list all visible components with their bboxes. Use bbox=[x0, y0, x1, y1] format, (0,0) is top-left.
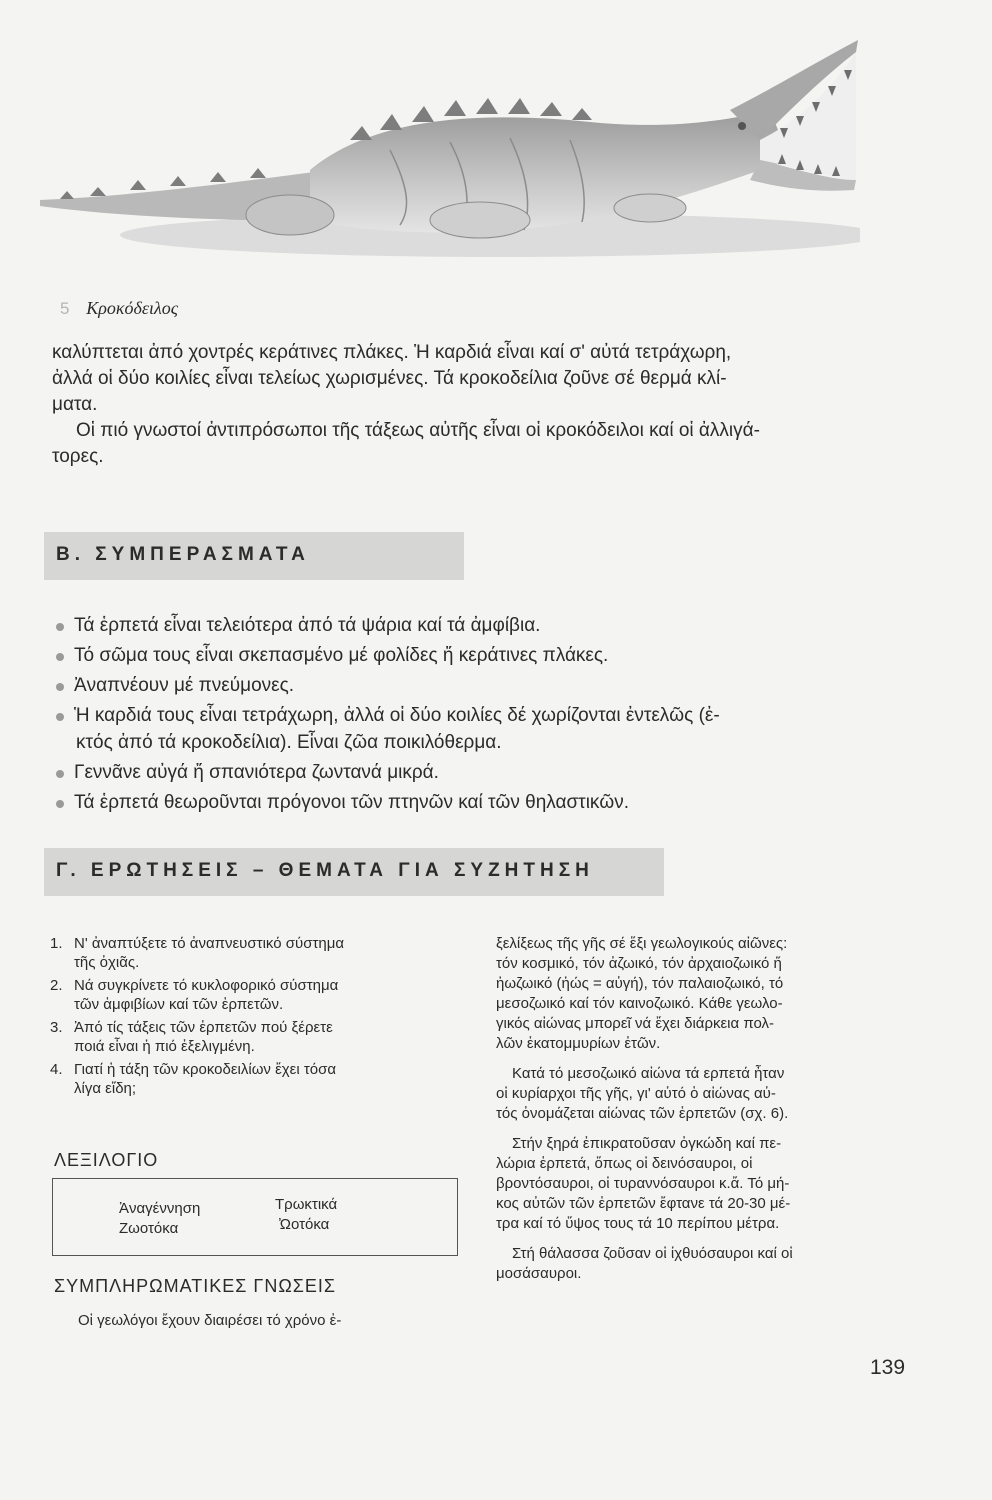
list-item: Τό σῶμα τους εἶναι σκεπασμένο μέ φολίδες ἤ κεράτινες πλάκες. bbox=[56, 642, 720, 669]
glossary-term: Τρωκτικά bbox=[275, 1196, 338, 1213]
bullet-icon bbox=[56, 713, 64, 721]
section-g-header bbox=[44, 848, 664, 896]
text-line: τορες. bbox=[52, 446, 104, 467]
right-column bbox=[496, 934, 916, 1294]
page-number: 139 bbox=[870, 1356, 906, 1379]
supplementary-text: Οἱ γεωλόγοι ἔχουν διαιρέσει τό χρόνο ἐ- bbox=[78, 1312, 342, 1329]
glossary-box bbox=[52, 1178, 458, 1256]
intro-paragraph bbox=[52, 340, 912, 470]
list-item: Ἀναπνέουν μέ πνεύμονες. bbox=[56, 672, 720, 699]
bullet-icon bbox=[56, 683, 64, 691]
question-item: 2. Νά συγκρίνετε τό κυκλοφορικό σύστημα τῶν ἀμφιβίων καί τῶν ἑρπετῶν. bbox=[50, 977, 339, 1013]
supplementary-title: ΣΥΜΠΛΗΡΩΜΑΤΙΚΕΣ ΓΝΩΣΕΙΣ bbox=[54, 1276, 337, 1296]
section-b-header bbox=[44, 532, 464, 580]
bullet-icon bbox=[56, 800, 64, 808]
list-item: Γεννᾶνε αὐγά ἤ σπανιότερα ζωντανά μικρά. bbox=[56, 759, 720, 786]
text-line: ἀλλά οἱ δύο κοιλίες εἶναι τελείως χωρισμένες. Τά κροκοδείλια ζοῦνε σέ θερμά κλί- bbox=[52, 368, 727, 389]
glossary-title: ΛΕΞΙΛΟΓΙΟ bbox=[54, 1150, 159, 1170]
text-line: Οἱ πιό γνωστοί ἀντιπρόσωποι τῆς τάξεως αὐτῆς εἶναι οἱ κροκόδειλοι καί οἱ ἀλλιγά- bbox=[76, 420, 760, 441]
figure-title: Κροκόδειλος bbox=[86, 298, 179, 318]
figure-number: 5 bbox=[60, 299, 70, 318]
paragraph: Κατά τό μεσοζωικό αἰώνα τά ερπετά ἦταν οἱ κυρίαρχοι τῆς γῆς, γι' αὐτό ὁ αἰώνας αὐ- τός ὀνομάζεται αἰώνας τῶν ἑρπετῶν (σχ. 6). bbox=[496, 1065, 789, 1122]
question-item: 4. Γιατί ἡ τάξη τῶν κροκοδειλίων ἔχει τόσα λίγα εἴδη; bbox=[50, 1061, 337, 1097]
list-item: Τά ἑρπετά θεωροῦνται πρόγονοι τῶν πτηνῶν καί τῶν θηλαστικῶν. bbox=[56, 789, 720, 816]
paragraph: Στή θάλασσα ζοῦσαν οἱ ἰχθυόσαυροι καί οἱ μοσάσαυροι. bbox=[496, 1245, 793, 1282]
section-g-title: Γ. ΕΡΩΤΗΣΕΙΣ – ΘΕΜΑΤΑ ΓΙΑ ΣΥΖΗΤΗΣΗ bbox=[56, 860, 594, 881]
section-b-title: Β. ΣΥΜΠΕΡΑΣΜΑΤΑ bbox=[56, 544, 310, 565]
text-line: καλύπτεται ἀπό χοντρές κεράτινες πλάκες. Ἡ καρδιά εἶναι καί σ' αὐτά τετράχωρη, bbox=[52, 342, 732, 363]
glossary-term: Ἀναγέννηση bbox=[119, 1200, 201, 1217]
glossary-term: Ζωοτόκα bbox=[119, 1220, 179, 1237]
question-item: 1. Ν' ἀναπτύξετε τό ἀναπνευστικό σύστημα τῆς ὀχιᾶς. bbox=[50, 935, 345, 971]
text-line: ματα. bbox=[52, 394, 98, 415]
glossary-term: Ὠοτόκα bbox=[279, 1216, 330, 1233]
questions-list bbox=[50, 934, 480, 1102]
crocodile-illustration bbox=[30, 30, 860, 260]
bullet-icon bbox=[56, 623, 64, 631]
paragraph: ξελίξεως τῆς γῆς σέ ἕξι γεωλογικούς αἰῶνες: τόν κοσμικό, τόν ἀζωικό, τόν ἀρχαιοζωικό ἤ ἠωζωικό (ἠώς = αὐγή), τόν παλαιοζωικό, τό μεσοζωικό καί τόν καινοζωικό. Κάθε γεωλο- γικός αἰώνας μπορεῖ νά ἔχει διάρκεια πολ- λῶν ἑκατομμυρίων ἐτῶν. bbox=[496, 935, 788, 1052]
paragraph: Στήν ξηρά ἐπικρατοῦσαν ὀγκώδη καί πε- λώρια ἑρπετά, ὅπως οἱ δεινόσαυροι, οἱ βροντόσαυροι, οἱ τυραννόσαυροι κ.ἄ. Τό μή- κος αὐτῶν τῶν ἑρπετῶν ἔφτανε τά 20-30 μέ- τρα καί τό ὕψος τους τά 10 περίπου μέτρα. bbox=[496, 1135, 791, 1232]
list-item: Τά ἑρπετά εἶναι τελειότερα ἀπό τά ψάρια καί τά ἀμφίβια. bbox=[56, 612, 720, 639]
question-item: 3. Ἀπό τίς τάξεις τῶν ἑρπετῶν πού ξέρετε ποιά εἶναι ἡ πιό ἐξελιγμένη. bbox=[50, 1019, 333, 1055]
figure-caption bbox=[60, 298, 178, 319]
conclusions-list bbox=[56, 612, 720, 819]
list-item: Ἡ καρδιά τους εἶναι τετράχωρη, ἀλλά οἱ δύο κοιλίες δέ χωρίζονται ἐντελῶς (ἐ- κτός ἀπό τά κροκοδείλια). Εἶναι ζῶα ποικιλόθερμα. bbox=[56, 702, 720, 756]
bullet-icon bbox=[56, 770, 64, 778]
bullet-icon bbox=[56, 653, 64, 661]
